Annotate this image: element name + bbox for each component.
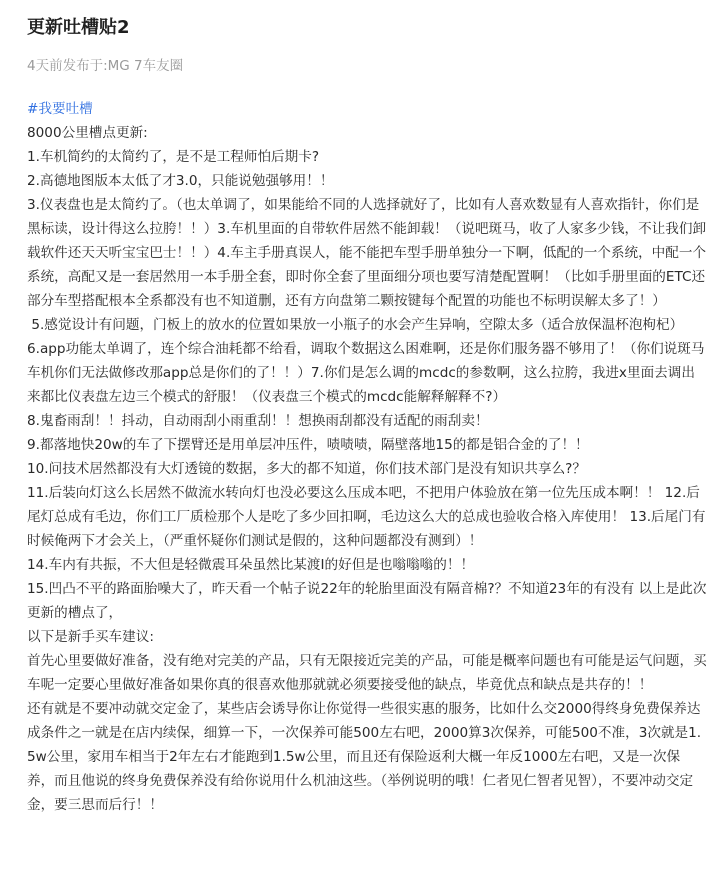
post-paragraph: 11.后装向灯这么长居然不做流水转向灯也没必要这么压成本吧，不把用户体验放在第一位先压成本啊！！ 12.后尾灯总成有毛边，你们工厂质检那个人是吃了多少回扣啊，毛边这么大的总成也验收合格入库使用！ 13.后尾门有时候俺两下才会关上，（严重怀疑你们测试是假的，这种问题都没有测到）！ [27,485,706,549]
post-paragraph: 还有就是不要冲动就交定金了，某些店会诱导你让你觉得一些很实惠的服务，比如什么交2000得终身免费保养达成条件之一就是在店内续保，细算一下，一次保养可能500左右吧，2000算3次保养，可能500不准，3次就是1.5w公里，家用车相当于2年左右才能跑到1.5w公里，而且还有保险返利大概一年反1000左右吧，又是一次保养，而且他说的终身免费保养没有给你说用什么机油这些。（举例说明的哦！仁者见仁智者见智），不要冲动交定金，要三思而后行！！ [27,701,702,813]
post-paragraph: 8000公里槽点更新: [27,125,148,141]
post-meta [27,55,183,77]
post-paragraph: 以下是新手买车建议: [27,629,154,645]
post-paragraph: 15.凹凸不平的路面胎噪大了，昨天看一个帖子说22年的轮胎里面没有隔音棉?？不知道23年的有没有 以上是此次更新的槽点了， [27,581,707,621]
post-paragraph: 14.车内有共振，不大但是轻微震耳朵虽然比某渡I的好但是也嗡嗡嗡的！！ [27,557,475,573]
post-paragraph: 3.仪表盘也是太简约了。（也太单调了，如果能给不同的人选择就好了，比如有人喜欢数显有人喜欢指针，你们是黑标读，设计得这么拉胯！！）3.车机里面的自带软件居然不能卸载！（说吧斑马，收了人家多少钱，不让我们卸载软件还天天听宝宝巴士！！）4.车主手册真误人，能不能把车型手册单独分一下啊，低配的一个系统，中配一个系统，高配又是一套居然用一本手册全套，即时你全套了里面细分项也要写清楚配置啊！（比如手册里面的ETC还部分车型搭配根本全系都没有也不知道删，还有方向盘第二颗按键每个配置的功能也不标明误解太多了！） [27,197,707,309]
post-content [27,97,707,817]
post-group-link[interactable]: MG 7车友圈 [107,58,184,74]
topic-tag[interactable]: #我要吐槽 [27,101,93,117]
post-paragraph: 10.问技术居然都没有大灯透镜的数据，多大的都不知道，你们技术部门是没有知识共享么?？ [27,461,586,477]
post-title: 更新吐槽贴2 [27,17,130,38]
post-paragraph: 5.感觉设计有问题，门板上的放水的位置如果放一小瓶子的水会产生异响，空隙太多（适合放保温杯泡枸杞） [27,317,684,333]
post-paragraph: 1.车机简约的太简约了，是不是工程师怕后期卡? [27,149,320,165]
post-paragraph: 2.高德地图版本太低了才3.0，只能说勉强够用！！ [27,173,334,189]
post-paragraph: 9.都落地快20w的车了下摆臂还是用单层冲压件，啧啧啧，隔壁落地15的都是铝合金的了！！ [27,437,589,453]
post-paragraph: 6.app功能太单调了，连个综合油耗都不给看，调取个数据这么困难啊，还是你们服务器不够用了！（你们说斑马车机你们无法做修改那app总是你们的了！！）7.你们是怎么调的mcdc的参数啊，这么拉胯，我进x里面去调出来都比仪表盘左边三个模式的舒服！（仪表盘三个模式的mcdc能解释解释不?） [27,341,705,405]
post-paragraph: 首先心里要做好准备，没有绝对完美的产品，只有无限接近完美的产品，可能是概率问题也有可能是运气问题，买车呢一定要心里做好准备如果你真的很喜欢他那就就必须要接受他的缺点，毕竟优点和缺点是共存的！！ [27,653,707,693]
post-paragraph: 8.鬼畜雨刮！！抖动，自动雨刮小雨重刮！！想换雨刮都没有适配的雨刮卖！ [27,413,489,429]
post-time: 4天前发布于: [27,58,108,74]
